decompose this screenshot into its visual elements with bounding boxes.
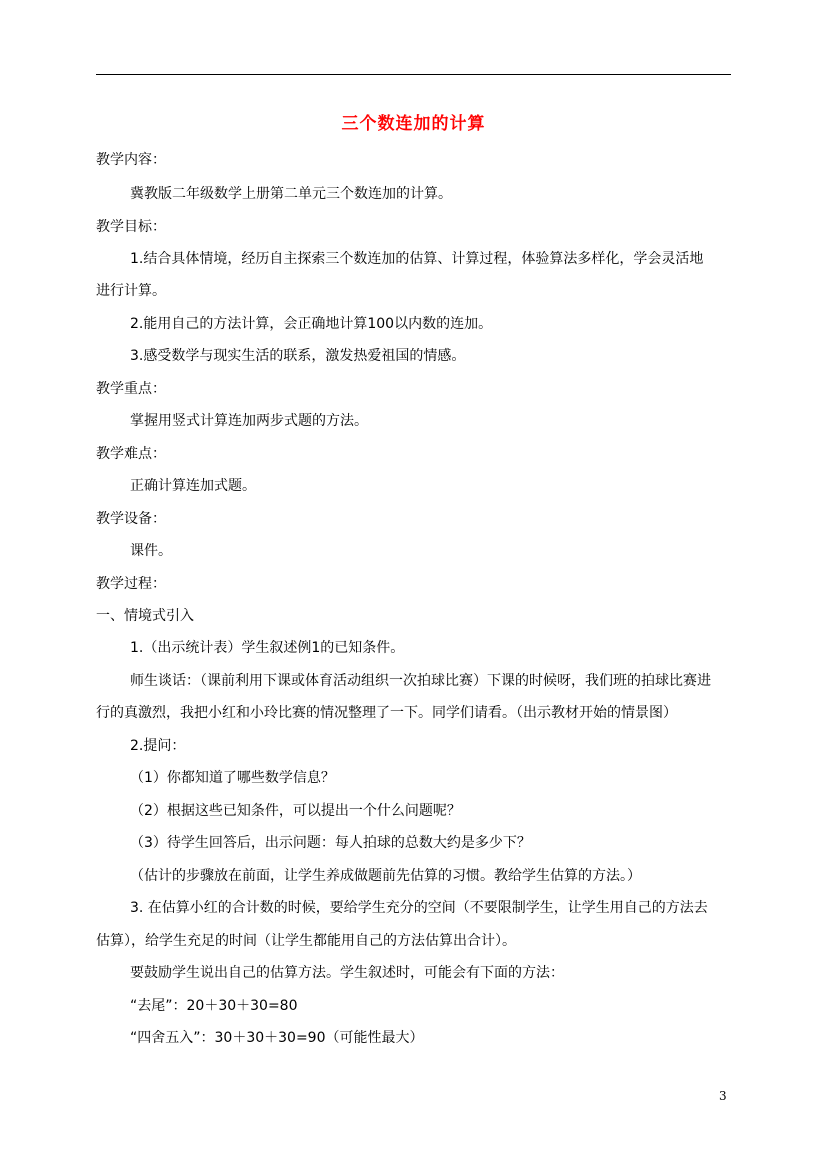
subsection-heading: 一、情境式引入: [96, 608, 194, 624]
section-heading-process: 教学过程：: [96, 576, 166, 592]
paragraph-continuation: 估算），给学生充足的时间（让学生都能用自己的方法估算出合计）。: [96, 933, 516, 949]
paragraph: 3.感受数学与现实生活的联系，激发热爱祖国的情感。: [130, 348, 466, 364]
paragraph: 2.提问：: [130, 738, 186, 754]
formula-line: “去尾”：20＋30＋30=80: [130, 998, 298, 1014]
paragraph: 掌握用竖式计算连加两步式题的方法。: [130, 413, 368, 429]
paragraph: 要鼓励学生说出自己的估算方法。学生叙述时，可能会有下面的方法：: [130, 965, 564, 981]
section-heading-objectives: 教学目标：: [96, 219, 166, 235]
paragraph-continuation: 进行计算。: [96, 283, 166, 299]
formula-line: “四舍五入”：30＋30＋30=90（可能性最大）: [130, 1030, 424, 1046]
paragraph: 正确计算连加式题。: [130, 478, 256, 494]
paragraph: 3. 在估算小红的合计数的时候，要给学生充分的空间（不要限制学生，让学生用自己的方法去: [130, 900, 708, 916]
document-title: 三个数连加的计算: [341, 114, 486, 134]
paragraph: （估计的步骤放在前面，让学生养成做题前先估算的习惯。教给学生估算的方法。）: [130, 868, 641, 884]
page-number: 3: [719, 1089, 727, 1103]
list-item: （2）根据这些已知条件，可以提出一个什么问题呢？: [130, 803, 461, 819]
paragraph: 1.（出示统计表）学生叙述例1的已知条件。: [130, 640, 405, 656]
header-rule: [96, 74, 731, 75]
paragraph: 师生谈话：（课前利用下课或体育活动组织一次拍球比赛）下课的时候呀，我们班的拍球比赛进: [130, 673, 711, 689]
paragraph: 冀教版二年级数学上册第二单元三个数连加的计算。: [130, 186, 452, 202]
paragraph: 1.结合具体情境，经历自主探索三个数连加的估算、计算过程，体验算法多样化，学会灵活地: [130, 251, 704, 267]
list-item: （1）你都知道了哪些数学信息？: [130, 770, 335, 786]
section-heading-content: 教学内容：: [96, 152, 166, 168]
section-heading-key-points: 教学重点：: [96, 381, 166, 397]
paragraph: 课件。: [130, 543, 172, 559]
section-heading-difficulties: 教学难点：: [96, 446, 166, 462]
paragraph-continuation: 行的真激烈，我把小红和小玲比赛的情况整理了一下。同学们请看。（出示教材开始的情景图）: [96, 705, 677, 721]
paragraph: 2.能用自己的方法计算，会正确地计算100以内数的连加。: [130, 316, 493, 332]
section-heading-equipment: 教学设备：: [96, 511, 166, 527]
list-item: （3）待学生回答后，出示问题：每人拍球的总数大约是多少下？: [130, 835, 531, 851]
